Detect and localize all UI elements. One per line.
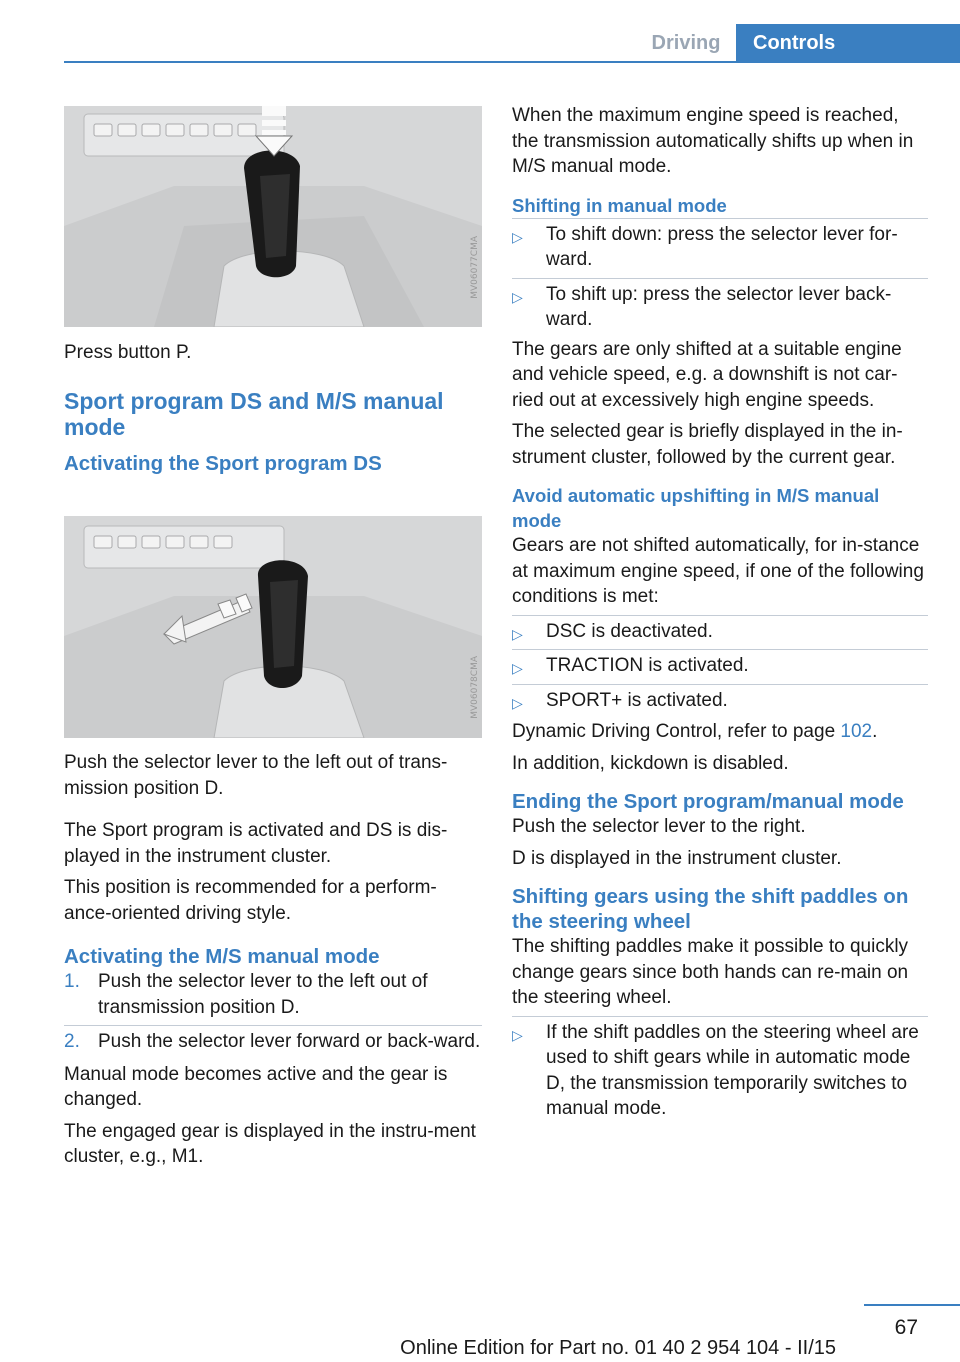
left-column xyxy=(64,340,482,476)
heading-ending-sport: Ending the Sport program/manual mode xyxy=(512,790,904,813)
triangle-bullet-icon: ▷ xyxy=(512,288,523,305)
step-number: 1. xyxy=(64,971,80,992)
figure-code: MV06078CMA xyxy=(470,656,480,719)
gear-selector-illustration xyxy=(64,106,482,327)
ms-steps-list xyxy=(64,969,482,1055)
list-item xyxy=(64,969,482,1020)
triangle-bullet-icon: ▷ xyxy=(512,228,523,245)
figure-press-button-p xyxy=(64,106,482,327)
paragraph-push-left: Push the selector lever to the left out of trans‐mission position D. xyxy=(64,752,448,799)
shift-item-text: To shift up: press the selector lever back‐ward. xyxy=(546,283,892,330)
triangle-bullet-icon: ▷ xyxy=(512,694,523,711)
paragraph-not-shifted: Gears are not shifted automatically, for in‐stance at maximum engine speed, if one of the following conditions is met: xyxy=(512,535,924,607)
figure-activating-ds xyxy=(64,516,482,738)
shift-item-text: To shift down: press the selector lever for‐ward. xyxy=(546,223,898,270)
shift-list xyxy=(512,218,928,333)
footer-edition: Online Edition for Part no. 01 40 2 954 104 - II/15 xyxy=(400,1337,836,1359)
paragraph-push-right: Push the selector lever to the right. xyxy=(512,816,806,837)
heading-sport-program: Sport program DS and M/S manual mode xyxy=(64,387,444,440)
heading-shift-paddles: Shifting gears using the shift paddles on the steering wheel xyxy=(512,885,909,933)
header-section: Driving xyxy=(651,32,721,54)
step-text: Push the selector lever to the left out of transmission position D. xyxy=(98,971,428,1018)
paragraph-manual-active: Manual mode becomes active and the gear is changed. xyxy=(64,1063,448,1110)
right-column xyxy=(512,103,928,1122)
footer-rule xyxy=(864,1304,960,1306)
conditions-list xyxy=(512,615,928,714)
step-text: Push the selector lever forward or back‐ward. xyxy=(98,1031,481,1052)
figure-code: MV06077CMA xyxy=(470,236,480,299)
paragraph-kickdown: In addition, kickdown is disabled. xyxy=(512,752,789,774)
paragraph-gears-shifted: The gears are only shifted at a suitable engine and vehicle speed, e.g. a downshift is not car‐ried out at excessively high engine speeds. xyxy=(512,338,902,411)
instruction-press-button-p: Press button P. xyxy=(64,342,192,363)
triangle-bullet-icon: ▷ xyxy=(512,660,523,676)
condition-text: DSC is deactivated. xyxy=(546,620,713,642)
triangle-bullet-icon: ▷ xyxy=(512,625,523,642)
list-item xyxy=(512,684,928,714)
header-chapter-tab: Controls xyxy=(736,24,960,63)
paragraph-ddc-reference xyxy=(512,719,928,745)
paddles-list xyxy=(512,1016,928,1122)
paddle-item-text: If the shift paddles on the steering wheel are used to shift gears while in automatic mode D, the transmission temporarily switches to manual mode. xyxy=(546,1021,919,1119)
paragraph-engaged-gear: The engaged gear is displayed in the instru‐ment cluster, e.g., M1. xyxy=(64,1120,476,1167)
step-number: 2. xyxy=(64,1031,80,1052)
list-item xyxy=(512,1016,928,1122)
heading-avoid-upshifting: Avoid automatic upshifting in M/S manual mode xyxy=(512,485,880,531)
heading-activating-ds: Activating the Sport program DS xyxy=(64,451,382,475)
list-item xyxy=(512,218,928,273)
heading-shifting-manual: Shifting in manual mode xyxy=(512,194,727,216)
triangle-bullet-icon: ▷ xyxy=(512,1026,523,1043)
ddc-period: . xyxy=(872,721,878,742)
condition-text: TRACTION is activated. xyxy=(546,655,749,676)
selector-lever-left-illustration xyxy=(64,516,482,738)
paragraph-max-speed: When the maximum engine speed is reached, the transmission automatically shifts up when in M/S manual mode. xyxy=(512,105,914,177)
list-item xyxy=(512,649,928,679)
condition-text: SPORT+ is activated. xyxy=(546,689,728,711)
ddc-text: Dynamic Driving Control, refer to page xyxy=(512,721,841,742)
paragraph-selected-gear: The selected gear is briefly displayed in the in‐strument cluster, followed by the current gear. xyxy=(512,421,903,468)
page-number: 67 xyxy=(894,1316,918,1339)
page-link-102[interactable]: 102 xyxy=(840,721,873,742)
header-rule xyxy=(64,61,960,63)
list-item xyxy=(512,278,928,333)
paragraph-d-displayed: D is displayed in the instrument cluster. xyxy=(512,847,842,869)
paragraph-recommended: This position is recommended for a perform‐ance-oriented driving style. xyxy=(64,877,437,924)
left-column-lower xyxy=(64,750,482,1170)
list-item xyxy=(512,615,928,645)
heading-activating-ms: Activating the M/S manual mode xyxy=(64,945,380,968)
paragraph-sport-activated: The Sport program is activated and DS is dis‐played in the instrument cluster. xyxy=(64,820,448,867)
paragraph-paddles: The shifting paddles make it possible to quickly change gears since both hands can re‐main on the steering wheel. xyxy=(512,936,909,1008)
list-item xyxy=(64,1025,482,1055)
